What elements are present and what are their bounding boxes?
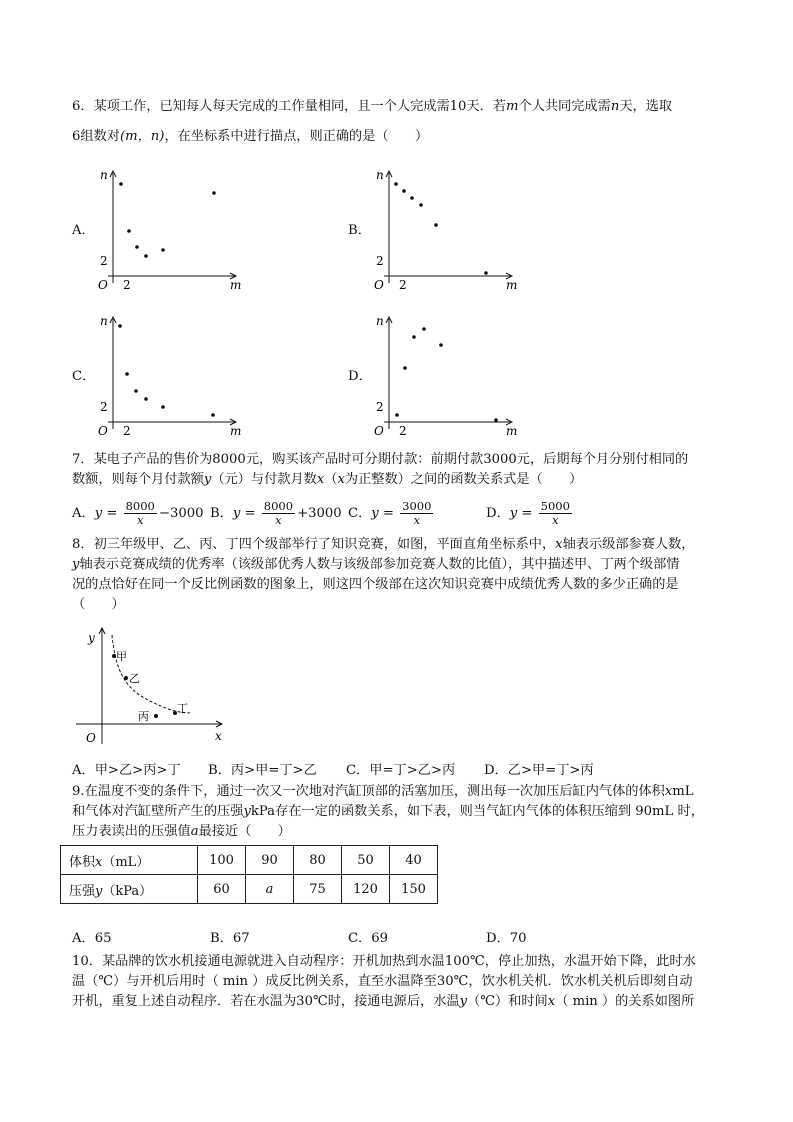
data-point bbox=[161, 405, 165, 409]
fraction: $\frac{3000}{x}$ bbox=[402, 499, 432, 527]
data-point bbox=[410, 196, 414, 200]
q6-line-2: 6组数对(m，n)，在坐标系中进行描点，则正确的是（ ） bbox=[72, 129, 429, 144]
table-cell: a bbox=[246, 875, 294, 904]
table-cell: 75 bbox=[294, 875, 342, 904]
table-cell: 40 bbox=[390, 846, 438, 875]
q6-graph-c bbox=[90, 311, 250, 441]
table-cell: 100 bbox=[198, 846, 246, 875]
axis-m-label: m bbox=[506, 278, 518, 292]
data-point bbox=[212, 191, 216, 195]
fraction: $\frac{8000}{x}$ bbox=[125, 499, 155, 527]
q10-line-3: 开机，重复上述自动程序．若在水温为30℃时，接通电源后，水温y（℃）和时间x（ min ）的关系如图所 bbox=[72, 994, 695, 1009]
q6-graph-b bbox=[366, 165, 526, 295]
table-cell: 120 bbox=[342, 875, 390, 904]
q9-option-a: A．65 bbox=[72, 931, 112, 946]
q7-option-a: A．y = $\frac{8000}{x}$ −3000 bbox=[72, 499, 204, 527]
q6-graph-d bbox=[366, 311, 526, 441]
axis-m-label: m bbox=[230, 424, 242, 438]
data-point bbox=[434, 223, 438, 227]
q9-line-2: 和气体对汽缸壁所产生的压强ykPa存在一定的函数关系，如下表，则当气缸内气体的体积压缩到 90mL 时， bbox=[72, 804, 704, 819]
q6-line-1: 6．某项工作，已知每人每天完成的工作量相同，且一个人完成需10天．若m个人共同完成需n天，选取 bbox=[72, 99, 673, 114]
data-point bbox=[439, 343, 443, 347]
axis-m-label: m bbox=[230, 278, 242, 292]
label-jia: 甲 bbox=[116, 650, 127, 663]
data-point bbox=[125, 372, 129, 376]
label-bing: 丙 bbox=[138, 710, 149, 723]
q8-graph bbox=[72, 620, 232, 750]
fraction: $\frac{8000}{x}$ bbox=[263, 499, 294, 527]
q6-option-c-label: C． bbox=[72, 369, 96, 384]
q8-line-3: 况的点恰好在同一个反比例函数的图象上，则这四个级部在这次知识竞赛中成绩优秀人数的多少正确的是 bbox=[72, 577, 679, 592]
q9-option-d: D．70 bbox=[486, 931, 527, 946]
q9-data-table bbox=[60, 845, 438, 904]
origin-label: O bbox=[374, 278, 384, 292]
table-row-volume bbox=[61, 846, 438, 875]
table-cell: 80 bbox=[294, 846, 342, 875]
axis-n-label: n bbox=[100, 168, 108, 182]
data-point bbox=[127, 229, 131, 233]
table-header-pressure: 压强y（kPa） bbox=[61, 875, 198, 904]
table-row-pressure bbox=[61, 875, 438, 904]
tick-x-label: 2 bbox=[399, 424, 407, 438]
data-point bbox=[484, 271, 488, 275]
point-bing bbox=[154, 714, 158, 718]
tick-y-label: 2 bbox=[376, 400, 384, 414]
origin-label: O bbox=[98, 278, 108, 292]
q7-option-d: D．y = $\frac{5000}{x}$ bbox=[486, 499, 570, 527]
origin-label: O bbox=[98, 424, 108, 438]
data-point bbox=[161, 248, 165, 252]
label-yi: 乙 bbox=[129, 672, 140, 685]
data-point bbox=[119, 182, 123, 186]
table-cell: 60 bbox=[198, 875, 246, 904]
q8-option-b: B．丙>甲=丁>乙 bbox=[208, 763, 317, 778]
data-point bbox=[118, 324, 122, 328]
q7-option-c: C．y = $\frac{3000}{x}$ bbox=[348, 499, 432, 527]
tick-x-label: 2 bbox=[399, 278, 407, 292]
axis-n-label: n bbox=[100, 314, 108, 328]
q9-option-c: C．69 bbox=[348, 931, 389, 946]
axis-y-label: y bbox=[88, 631, 95, 645]
data-point bbox=[144, 397, 148, 401]
origin-label: O bbox=[374, 424, 384, 438]
q9-option-b: B．67 bbox=[210, 931, 250, 946]
tick-y-label: 2 bbox=[100, 254, 108, 268]
origin-label: O bbox=[86, 731, 96, 745]
tick-y-label: 2 bbox=[376, 254, 384, 268]
data-point bbox=[412, 335, 416, 339]
tick-y-label: 2 bbox=[100, 400, 108, 414]
axis-n-label: n bbox=[376, 314, 384, 328]
data-point bbox=[394, 182, 398, 186]
data-point bbox=[419, 203, 423, 207]
tick-x-label: 2 bbox=[123, 424, 131, 438]
q7-option-b: B．y = $\frac{8000}{x}$ +3000 bbox=[210, 499, 342, 527]
data-point bbox=[211, 413, 215, 417]
data-point bbox=[402, 189, 406, 193]
data-point bbox=[422, 327, 426, 331]
q6-option-d-label: D． bbox=[348, 369, 372, 384]
point-yi bbox=[124, 676, 128, 680]
q10-line-1: 10．某品牌的饮水机接通电源就进入自动程序：开机加热到水温100℃，停止加热，水温开始下降，此时水 bbox=[72, 954, 696, 969]
fraction: $\frac{5000}{x}$ bbox=[540, 499, 570, 527]
data-point bbox=[134, 389, 138, 393]
q6-option-a-label: A． bbox=[72, 223, 95, 238]
q8-option-c: C．甲=丁>乙>丙 bbox=[346, 763, 456, 778]
data-point bbox=[144, 254, 148, 258]
q9-line-1: 9.在温度不变的条件下，通过一次又一次地对汽缸顶部的活塞加压，测出每一次加压后缸内气体的体积xmL bbox=[72, 784, 694, 799]
axis-n-label: n bbox=[376, 168, 384, 182]
q10-line-2: 温（℃）与开机后用时（ min ）成反比例关系，直至水温降至30℃，饮水机关机．饮水机关机后即刻自动 bbox=[72, 974, 693, 989]
q6-option-b-label: B． bbox=[348, 223, 371, 238]
tick-x-label: 2 bbox=[123, 278, 131, 292]
q8-line-2: y轴表示竞赛成绩的优秀率（该级部优秀人数与该级部参加竞赛人数的比值），其中描述甲、丁两个级部情 bbox=[72, 557, 680, 572]
axis-m-label: m bbox=[506, 424, 518, 438]
q8-line-4: （ ） bbox=[72, 597, 125, 612]
table-cell: 50 bbox=[342, 846, 390, 875]
q7-line-1: 7．某电子产品的售价为8000元，购买该产品时可分期付款：前期付款3000元，后期每个月分别付相同的 bbox=[72, 452, 689, 467]
table-cell: 90 bbox=[246, 846, 294, 875]
q8-option-d: D．乙>甲=丁>丙 bbox=[484, 763, 594, 778]
q7-line-2: 数额，则每个月付款额y（元）与付款月数x（x为正整数）之间的函数关系式是（ ） bbox=[72, 472, 583, 487]
q8-option-a: A．甲>乙>丙>丁 bbox=[72, 763, 181, 778]
data-point bbox=[403, 366, 407, 370]
q9-line-3: 压力表读出的压强值a最接近（ ） bbox=[72, 824, 291, 839]
q6-graph-a bbox=[90, 165, 250, 295]
table-cell: 150 bbox=[390, 875, 438, 904]
table-header-volume: 体积x（mL） bbox=[61, 846, 198, 875]
data-point bbox=[395, 413, 399, 417]
data-point bbox=[494, 418, 498, 422]
q8-line-1: 8．初三年级甲、乙、丙、丁四个级部举行了知识竞赛，如图，平面直角坐标系中，x轴表示级部参赛人数， bbox=[72, 537, 695, 552]
label-ding: 丁 bbox=[177, 702, 188, 715]
axis-x-label: x bbox=[215, 729, 222, 743]
data-point bbox=[135, 245, 139, 249]
